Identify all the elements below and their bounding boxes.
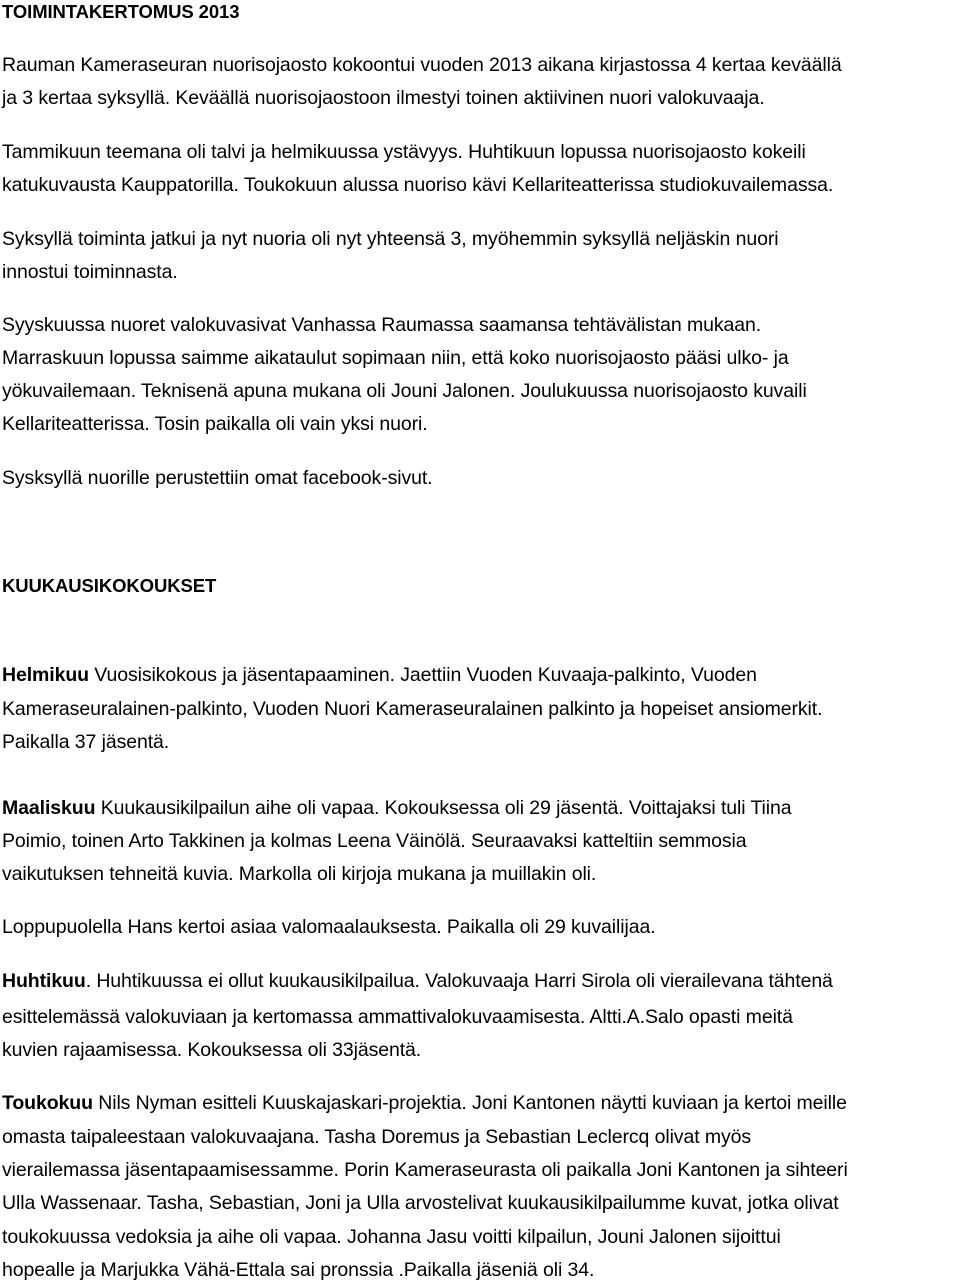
paragraph-line: Ulla Wassenaar. Tasha, Sebastian, Joni ja Ulla arvostelivat kuukausikilpailumme kuvat, jotka olivat	[2, 1192, 839, 1214]
paragraph-line: Rauman Kameraseuran nuorisojaosto kokoontui vuoden 2013 aikana kirjastossa 4 kertaa keväällä	[2, 54, 842, 76]
meeting-text: . Huhtikuussa ei ollut kuukausikilpailua. Valokuvaaja Harri Sirola oli vierailevana tähtenä	[85, 970, 833, 992]
paragraph-line: toukokuussa vedoksia ja aihe oli vapaa. Johanna Jasu voitti kilpailun, Jouni Jalonen sijoittui	[2, 1226, 781, 1248]
month-label: Toukokuu	[2, 1092, 93, 1114]
paragraph-line: kuvien rajaamisessa. Kokouksessa oli 33jäsentä.	[2, 1039, 422, 1061]
page-title: TOIMINTAKERTOMUS 2013	[2, 1, 240, 22]
paragraph-line: Tammikuun teemana oli talvi ja helmikuussa ystävyys. Huhtikuun lopussa nuorisojaosto kokeili	[2, 141, 806, 163]
paragraph-line: ja 3 kertaa syksyllä. Keväällä nuorisojaostoon ilmestyi toinen aktiivinen nuori valokuvaaja.	[2, 87, 765, 109]
paragraph-line: esittelemässä valokuviaan ja kertomassa ammattivalokuvaamisesta. Altti.A.Salo opasti meitä	[2, 1006, 793, 1028]
paragraph-line: Poimio, toinen Arto Takkinen ja kolmas Leena Väinölä. Seuraavaksi katteltiin semmosia	[2, 830, 747, 852]
meeting-huhtikuu	[2, 969, 833, 993]
meeting-text: Nils Nyman esitteli Kuuskajaskari-projektia. Joni Kantonen näytti kuviaan ja kertoi meille	[92, 1092, 847, 1114]
paragraph-line: Marraskuun lopussa saimme aikataulut sopimaan niin, että koko nuorisojaosto pääsi ulko- ja	[2, 347, 789, 369]
paragraph-line: Loppupuolella Hans kertoi asiaa valomaalauksesta. Paikalla oli 29 kuvailijaa.	[2, 916, 656, 938]
paragraph-line: katukuvausta Kauppatorilla. Toukokuun alussa nuoriso kävi Kellariteatterissa studiokuvailemassa.	[2, 174, 834, 196]
month-label: Maaliskuu	[2, 797, 96, 819]
paragraph-line: vierailemassa jäsentapaamisessamme. Porin Kameraseurasta oli paikalla Joni Kantonen ja sihteeri	[2, 1159, 848, 1181]
section-heading: KUUKAUSIKOKOUKSET	[2, 575, 217, 596]
paragraph-line: Syyskuussa nuoret valokuvasivat Vanhassa Raumassa saamansa tehtävälistan mukaan.	[2, 314, 762, 336]
meeting-toukokuu	[2, 1091, 847, 1115]
paragraph-line: yökuvailemaan. Teknisenä apuna mukana oli Jouni Jalonen. Joulukuussa nuorisojaosto kuvaili	[2, 380, 807, 402]
paragraph-line: Kellariteatterissa. Tosin paikalla oli vain yksi nuori.	[2, 413, 428, 435]
paragraph-line: hopealle ja Marjukka Vähä-Ettala sai pronssia .Paikalla jäseniä oli 34.	[2, 1259, 595, 1281]
month-label: Helmikuu	[2, 664, 89, 686]
paragraph-line: vaikutuksen tehneitä kuvia. Markolla oli kirjoja mukana ja muillakin oli.	[2, 863, 597, 885]
meeting-helmikuu	[2, 663, 757, 687]
paragraph-line: Kameraseuralainen-palkinto, Vuoden Nuori Kameraseuralainen palkinto ja hopeiset ansiomerkit.	[2, 698, 823, 720]
meeting-text: Kuukausikilpailun aihe oli vapaa. Kokouksessa oli 29 jäsentä. Voittajaksi tuli Tiina	[95, 797, 792, 819]
paragraph-line: omasta taipaleestaan valokuvaajana. Tasha Doremus ja Sebastian Leclercq olivat myös	[2, 1126, 752, 1148]
paragraph-line: Sysksyllä nuorille perustettiin omat facebook-sivut.	[2, 467, 433, 489]
paragraph-line: Paikalla 37 jäsentä.	[2, 731, 170, 753]
paragraph-line: innostui toiminnasta.	[2, 261, 178, 283]
meeting-text: Vuosisikokous ja jäsentapaaminen. Jaettiin Vuoden Kuvaaja-palkinto, Vuoden	[88, 664, 757, 686]
month-label: Huhtikuu	[2, 970, 86, 992]
meeting-maaliskuu	[2, 796, 791, 820]
paragraph-line: Syksyllä toiminta jatkui ja nyt nuoria oli nyt yhteensä 3, myöhemmin syksyllä neljäskin nuori	[2, 228, 779, 250]
